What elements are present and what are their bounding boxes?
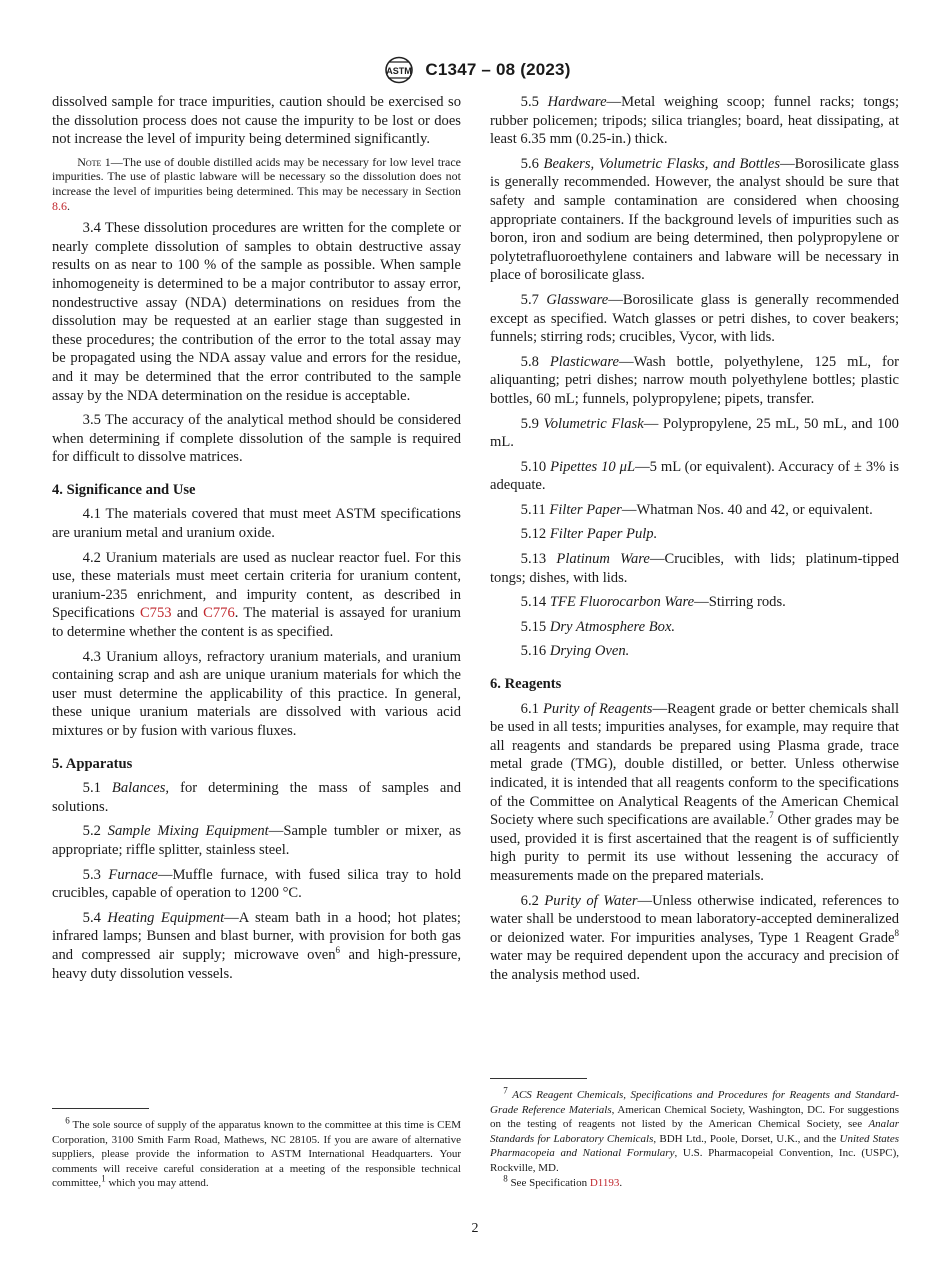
paragraph-4-2: 4.2 Uranium materials are used as nuclear reactor fuel. For this use, these materials must meet certain criteria for uranium content, uranium-235 enrichment, and impurity content, as described in Specifications C753 and C776. The material is assayed for uranium to determine whether the content is as specified. (52, 549, 461, 641)
footnote-7-marker[interactable]: 7 (769, 810, 774, 821)
paragraph-5-4: 5.4 Heating Equipment—A steam bath in a hood; hot plates; infrared lamps; Bunsen and blast burner, with provision for both gas and compressed air supply; microwave oven$^6$ and high-pressure, heavy duty dissolution vessels. (52, 909, 461, 982)
standard-designation: C1347 – 08 (2023) (425, 60, 571, 79)
footnote-6-marker[interactable]: 6 (335, 945, 341, 956)
paragraph-5-3: 5.3 Furnace—Muffle furnace, with fused silica tray to hold crucibles, capable of operation to 1200 °C. (52, 866, 461, 902)
paragraph-5-11: 5.11 Filter Paper—Whatman Nos. 40 and 42, or equivalent. (520, 501, 873, 518)
paragraph-3-5: 3.5 The accuracy of the analytical method should be considered when determining if complete dissolution of the sample is required for difficult to dissolve matrices. (52, 412, 461, 466)
section-heading-5: 5. Apparatus (52, 755, 133, 772)
footnote-6: $^6$ The sole source of supply of the apparatus known to the committee at this time is CEM Corporation, 3100 Smith Farm Road, Mathews, NC 28105. If you are aware of alternative suppliers, please provide the information to ASTM International Headquarters. Your comments will receive careful consideration at a meeting of the responsible technical committee,$^1$ which you may attend. (52, 1115, 461, 1190)
paragraph-5-12: 5.12 Filter Paper Pulp. (520, 526, 658, 543)
paragraph-3-4: 3.4 These dissolution procedures are written for the complete or nearly complete dissolution of samples to obtain destructive assay results on as near to 100 % of the sample as possible. When sample inhomogeneity is determined to be a major contributor to assay error, nondestructive assay (NDA) determinations on residues from the dissolution may be requested at an earlier stage than suggested in these procedures; the contribution of the error to the total assay may be propagated using the NDA assay value and errors for the residue, and it may be determined that the error contributed to the sample assay by the NDA determination on the residue is acceptable. (52, 220, 461, 404)
section-heading-4: 4. Significance and Use (52, 481, 196, 498)
paragraph-5-10: 5.10 Pipettes 10 μL—5 mL (or equivalent). Accuracy of ± 3% is adequate. (490, 458, 900, 494)
footnote-8: $^8$ See Specification D1193. (503, 1172, 623, 1189)
paragraph-5-13: 5.13 Platinum Ware—Crucibles, with lids; platinum-tipped tongs; dishes, with lids. (490, 551, 899, 586)
paragraph-5-2: 5.2 Sample Mixing Equipment—Sample tumbler or mixer, as appropriate; riffle splitter, stainless steel. (52, 823, 462, 858)
footnote-rule-right (490, 1078, 587, 1079)
section-8-6-link[interactable]: 8.6 (52, 198, 67, 213)
paragraph-5-1: 5.1 Balances, for determining the mass of samples and solutions. (52, 780, 461, 815)
footnote-7: $^7$ ACS Reagent Chemicals, Specifications and Procedures for Reagents and Standard-Grade Reference Materials, American Chemical Society, Washington, DC. For suggestions on the testing of reagents not listed by the American Chemical Society, see Analar Standards for Laboratory Chemicals, BDH Ltd., Poole, Dorset, U.K., and the United States Pharmacopeia and National Formulary, U.S. Pharmacopeial Convention, Inc. (USPC), Rockville, MD. $^8$ See Specification D1193. (490, 1085, 900, 1189)
spec-d1193-link[interactable]: D1193 (589, 1176, 620, 1189)
paragraph-5-14: 5.14 TFE Fluorocarbon Ware—Stirring rods. (520, 594, 786, 611)
paragraph-4-3: 4.3 Uranium alloys, refractory uranium materials, and uranium containing scrap and ash are unique uranium materials for which the user must determine the applicability of this practice. In general, these unique uranium materials are dissolved with various acid mixtures or by fusion with various fluxes. (52, 648, 461, 739)
astm-logo-icon (379, 56, 419, 84)
page-header (0, 56, 950, 84)
paragraph-5-8: 5.8 Plasticware—Wash bottle, polyethylene, 125 mL, for aliquanting; petri dishes; narrow mouth polyethylene bottles; plastic bottles, 60 mL; funnels, polypropylene; pipets, transfer. (490, 353, 899, 407)
footnote-rule-left (52, 1108, 149, 1109)
paragraph-5-5: 5.5 Hardware—Metal weighing scoop; funnel racks; tongs; rubber policemen; tripods; silica triangles; board, heat dissipating, at least 6.35 mm (0.25-in.) thick. (490, 94, 899, 148)
paragraph-6-1: 6.1 Purity of Reagents—Reagent grade or better chemicals shall be used in all tests; impurities analyses, for example, may require that all reagents and standards be prepared using Plasma grade, trace metal grade (TMG), double distilled, or better. Unless otherwise indicated, it is intended that all reagents conform to the specifications of the Committee on Analytical Reagents of the American Chemical Society where such specifications are available.$^7$ Other grades may be used, provided it is first ascertained that the reagent is of sufficiently high purity to permit its use without lessening the accuracy of measurements made on the prepared materials. (490, 700, 899, 884)
paragraph-4-1: 4.1 The materials covered that must meet ASTM specifications are uranium metal and uranium oxide. (52, 506, 461, 542)
paragraph-5-7: 5.7 Glassware—Borosilicate glass is generally recommended except as specified. Watch glasses or petri dishes, to cover beakers; funnels; stirring rods; crucibles, Vycor, with lids. (490, 291, 899, 346)
paragraph-continued: dissolved sample for trace impurities, caution should be exercised so the dissolution process does not cause the impurity to be lost or does not increase the level of impurity being determined significantly. (52, 94, 461, 148)
right-column (490, 93, 899, 991)
paragraph-6-2: 6.2 Purity of Water—Unless otherwise indicated, references to water shall be understood to mean laboratory-accepted demineralized or deionized water. For impurities analyses, Type 1 Reagent Grade$^8$ water may be required dependent upon the accuracy and precision of the analysis method used. (490, 892, 899, 983)
footnote-8-marker[interactable]: 8 (894, 927, 899, 938)
spec-c753-link[interactable]: C753 (139, 605, 172, 622)
paragraph-5-16: 5.16 Drying Oven. (520, 643, 630, 660)
paragraph-5-9: 5.9 Volumetric Flask— Polypropylene, 25 mL, 50 mL, and 100 mL. (490, 415, 899, 451)
note-1: Note 1—The use of double distilled acids may be necessary for low level trace impurities. The use of plastic labware will be necessary so the dissolution does not increase the level of impurities being determined. This may be necessary in Section 8.6. (52, 154, 462, 213)
left-column (52, 93, 461, 989)
svg-text:ASTM: ASTM (386, 66, 413, 76)
spec-c776-link[interactable]: C776 (203, 605, 235, 622)
page-number: 2 (471, 1221, 479, 1236)
paragraph-5-6: 5.6 Beakers, Volumetric Flasks, and Bottles—Borosilicate glass is generally recommended. However, the analyst should be sure that safety and sample contamination are considered when choosing appropriate containers. If the background levels of impurities such as boron, iron and sodium are being determined, then polypropylene or polytetrafluoroethylene containers and labware will be necessary in place of borosilicate glass. (490, 155, 899, 284)
section-heading-6: 6. Reagents (490, 676, 562, 693)
paragraph-5-15: 5.15 Dry Atmosphere Box. (520, 618, 676, 635)
